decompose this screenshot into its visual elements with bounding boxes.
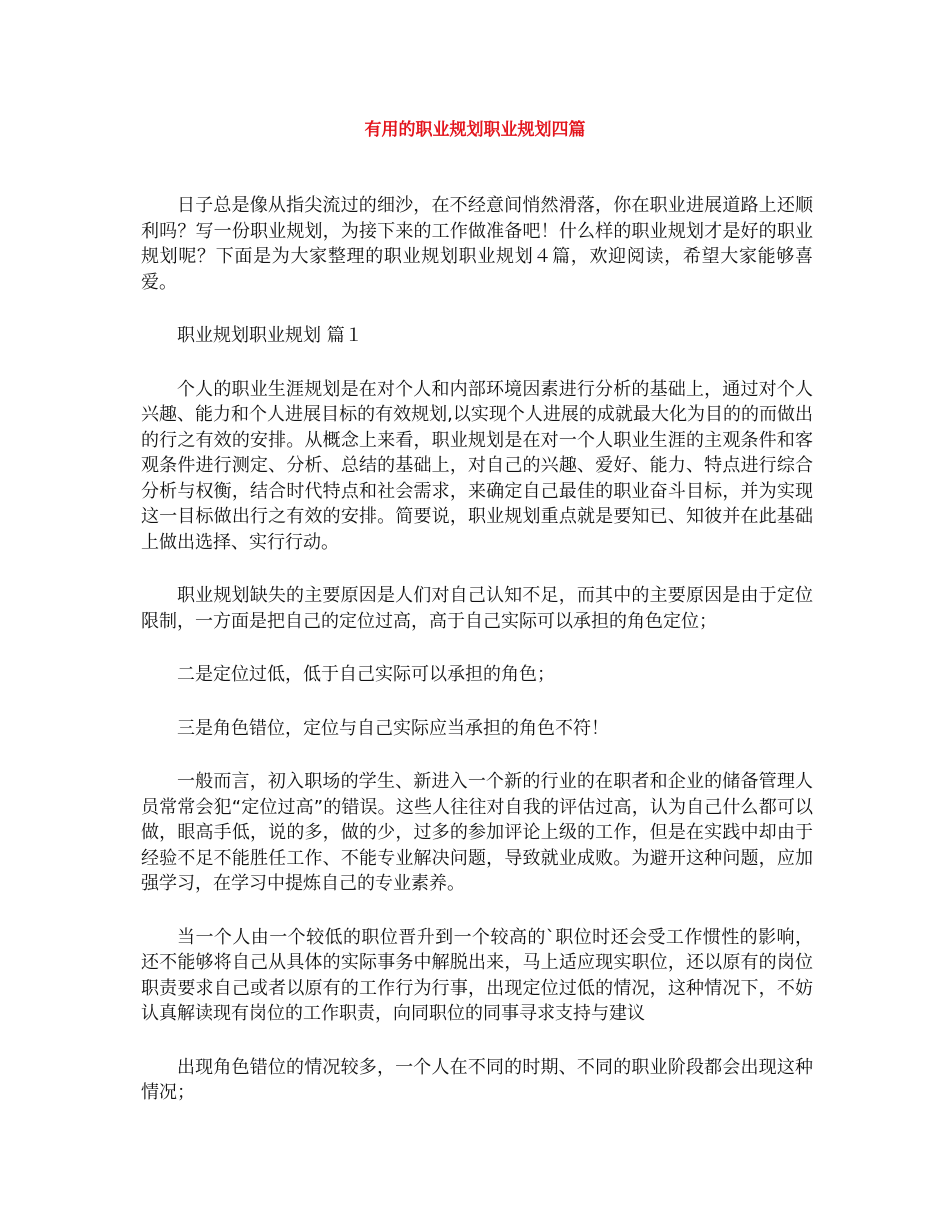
- section-heading-1: 职业规划职业规划 篇１: [177, 325, 363, 346]
- paragraph-misplaced: 三是角色错位，定位与自己实际应当承担的角色不符！: [177, 717, 609, 739]
- paragraph-too-high: 一般而言，初入职场的学生、新进入一个新的行业的在职者和企业的储备管理人员常常会犯“定位过高”的错误。这些人往往对自我的评估过高，认为自己什么都可以做，眼高手低，说的多，做的少，过多的参加评论上级的工作，但是在实践中却由于经验不足不能胜任工作、不能专业解决问题，导致就业成败。为避开这种问题，应加强学习，在学习中提炼自己的专业素养。: [141, 771, 813, 894]
- paragraph-role-error: 出现角色错位的情况较多，一个人在不同的时期、不同的职业阶段都会出现这种情况；: [141, 1056, 813, 1103]
- paragraph-promotion: 当一个人由一个较低的职位晋升到一个较高的`职位时还会受工作惯性的影响，还不能够将自己从具体的实际事务中解脱出来，马上适应现实职位，还以原有的岗位职责要求自己或者以原有的工作行为行事，出现定位过低的情况，这种情况下，不妨认真解读现有岗位的工作职责，向同职位的同事寻求支持与建议: [141, 926, 813, 1024]
- document-title: 有用的职业规划职业规划四篇: [364, 120, 586, 140]
- paragraph-definition: 个人的职业生涯规划是在对个人和内部环境因素进行分析的基础上，通过对个人兴趣、能力和个人进展目标的有效规划,以实现个人进展的成就最大化为目的的而做出的行之有效的安排。从概念上来看，职业规划是在对一个人职业生涯的主观条件和客观条件进行测定、分析、总结的基础上，对自己的兴趣、爱好、能力、特点进行综合分析与权衡，结合时代特点和社会需求，来确定自己最佳的职业奋斗目标，并为实现这一目标做出行之有效的安排。简要说，职业规划重点就是要知已、知彼并在此基础上做出选择、实行行动。: [141, 378, 813, 553]
- document-body: [141, 193, 813, 1134]
- paragraph-too-low: 二是定位过低，低于自己实际可以承担的角色；: [177, 664, 555, 685]
- paragraph-intro: 日子总是像从指尖流过的细沙，在不经意间悄然滑落，你在职业进展道路上还顺利吗？写一份职业规划，为接下来的工作做准备吧！什么样的职业规划才是好的职业规划呢？下面是为大家整理的职业规划职业规划４篇，欢迎阅读，希望大家能够喜爱。: [141, 195, 813, 293]
- paragraph-cause: 职业规划缺失的主要原因是人们对自己认知不足，而其中的主要原因是由于定位限制，一方面是把自己的定位过高，高于自己实际可以承担的角色定位；: [141, 585, 813, 632]
